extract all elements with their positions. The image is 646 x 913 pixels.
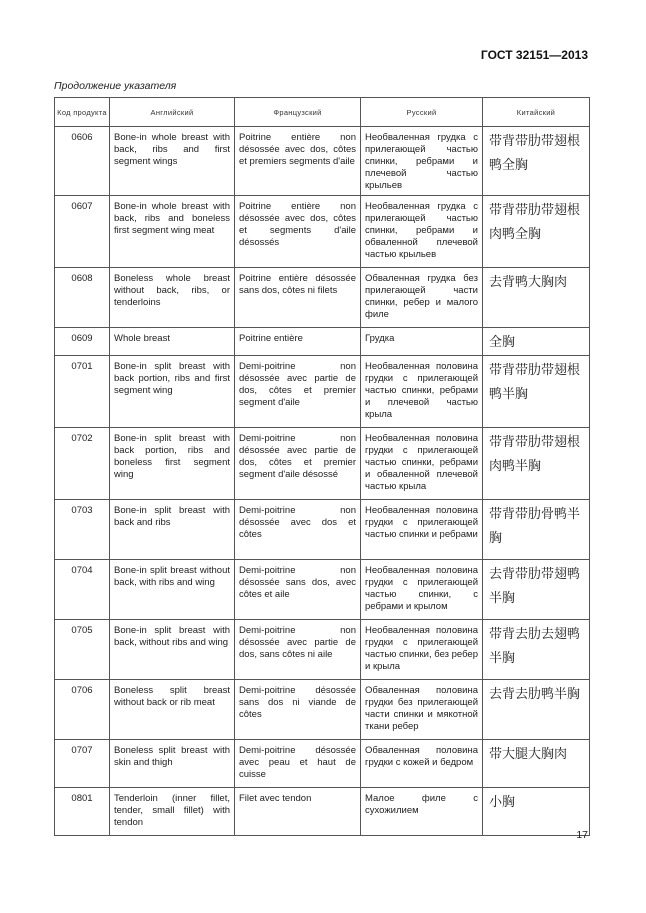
column-header-russian: Русский (361, 98, 483, 127)
french-name: Poitrine entière non désossée avec dos, côtes et premiers segments d'aile (235, 127, 361, 196)
product-code: 0608 (55, 268, 110, 328)
russian-name: Необваленная грудка с прилегающей частью спинки, ребрами и плечевой частью крыльев (361, 127, 483, 196)
english-name: Boneless split breast with skin and thigh (110, 740, 235, 788)
english-name: Whole breast (110, 328, 235, 356)
table-row (55, 196, 590, 268)
product-code: 0607 (55, 196, 110, 268)
product-code: 0609 (55, 328, 110, 356)
column-header-french: Французский (235, 98, 361, 127)
table-row (55, 500, 590, 560)
column-header-code: Код продукта (55, 98, 110, 127)
table-row (55, 328, 590, 356)
russian-name: Грудка (361, 328, 483, 356)
russian-name: Обваленная половина грудки с кожей и бедром (361, 740, 483, 788)
chinese-name: 带背带肋带翅根肉鸭全胸 (483, 196, 590, 268)
french-name: Filet avec tendon (235, 788, 361, 836)
table-row (55, 740, 590, 788)
russian-name: Необваленная половина грудки с прилегающей частью спинки, с ребрами и крылом (361, 560, 483, 620)
chinese-name: 带背带肋带翅根鸭半胸 (483, 356, 590, 428)
standard-number: ГОСТ 32151—2013 (480, 48, 588, 62)
english-name: Bone-in split breast without back, with ribs and wing (110, 560, 235, 620)
continuation-caption: Продолжение указателя (54, 80, 177, 92)
french-name: Demi-poitrine non désossée sans dos, avec côtes et aile (235, 560, 361, 620)
product-code: 0707 (55, 740, 110, 788)
french-name: Poitrine entière désossée sans dos, côtes ni filets (235, 268, 361, 328)
chinese-name: 带背带肋骨鸭半胸 (483, 500, 590, 560)
product-code: 0704 (55, 560, 110, 620)
table-row (55, 620, 590, 680)
russian-name: Малое филе с сухожилием (361, 788, 483, 836)
english-name: Bone-in split breast with back, without ribs and wing (110, 620, 235, 680)
chinese-name: 去背去肋鸭半胸 (483, 680, 590, 740)
table-header-row (55, 98, 590, 127)
english-name: Boneless whole breast without back, ribs, or tenderloins (110, 268, 235, 328)
table-row (55, 356, 590, 428)
table-row (55, 268, 590, 328)
russian-name: Необваленная половина грудки с прилегающей частью спинки, ребрами и плечевой частью крыла (361, 356, 483, 428)
product-code: 0606 (55, 127, 110, 196)
table-row (55, 560, 590, 620)
product-code: 0702 (55, 428, 110, 500)
russian-name: Необваленная грудка с прилегающей частью спинки, ребрами и обваленной плечевой частью крыльев (361, 196, 483, 268)
chinese-name: 去背鸭大胸肉 (483, 268, 590, 328)
english-name: Bone-in split breast with back and ribs (110, 500, 235, 560)
chinese-name: 带背带肋带翅根肉鸭半胸 (483, 428, 590, 500)
product-code: 0703 (55, 500, 110, 560)
table-row (55, 788, 590, 836)
page-number: 17 (576, 829, 588, 841)
french-name: Demi-poitrine désossée sans dos ni viande de côtes (235, 680, 361, 740)
table-row (55, 428, 590, 500)
chinese-name: 带大腿大胸肉 (483, 740, 590, 788)
chinese-name: 带背去肋去翅鸭半胸 (483, 620, 590, 680)
french-name: Demi-poitrine désossée avec peau et haut de cuisse (235, 740, 361, 788)
product-code: 0705 (55, 620, 110, 680)
english-name: Bone-in split breast with back portion, ribs and first segment wing (110, 356, 235, 428)
russian-name: Обваленная половина грудки без прилегающей части спинки и мякотной ткани ребер (361, 680, 483, 740)
chinese-name: 去背带肋带翅鸭半胸 (483, 560, 590, 620)
table-row (55, 127, 590, 196)
russian-name: Необваленная половина грудки с прилегающей частью спинки, без ребер и крыла (361, 620, 483, 680)
french-name: Demi-poitrine non désossée avec partie de dos, côtes et premier segment d'aile (235, 356, 361, 428)
product-code: 0701 (55, 356, 110, 428)
russian-name: Необваленная половина грудки с прилегающей частью спинки и ребрами (361, 500, 483, 560)
french-name: Demi-poitrine non désossée avec partie de dos, côtes et premier segment d'aile désossé (235, 428, 361, 500)
english-name: Bone-in whole breast with back, ribs and first segment wings (110, 127, 235, 196)
english-name: Bone-in whole breast with back, ribs and boneless first segment wing meat (110, 196, 235, 268)
french-name: Poitrine entière (235, 328, 361, 356)
russian-name: Обваленная грудка без прилегающей части спинки, ребер и малого филе (361, 268, 483, 328)
french-name: Demi-poitrine non désossée avec partie de dos, sans côtes ni aile (235, 620, 361, 680)
product-index-table (54, 97, 590, 836)
french-name: Poitrine entière non désossée avec dos, côtes et segments d'aile désossés (235, 196, 361, 268)
french-name: Demi-poitrine non désossée avec dos et côtes (235, 500, 361, 560)
english-name: Bone-in split breast with back portion, ribs and boneless first segment wing (110, 428, 235, 500)
chinese-name: 小胸 (483, 788, 590, 836)
column-header-english: Английский (110, 98, 235, 127)
russian-name: Необваленная половина грудки с прилегающей частью спинки, ребрами и обваленной плечевой частью крыла (361, 428, 483, 500)
table-row (55, 680, 590, 740)
column-header-chinese: Китайский (483, 98, 590, 127)
english-name: Tenderloin (inner fillet, tender, small fillet) with tendon (110, 788, 235, 836)
product-code: 0706 (55, 680, 110, 740)
english-name: Boneless split breast without back or rib meat (110, 680, 235, 740)
product-code: 0801 (55, 788, 110, 836)
chinese-name: 全胸 (483, 328, 590, 356)
chinese-name: 带背带肋带翅根鸭全胸 (483, 127, 590, 196)
